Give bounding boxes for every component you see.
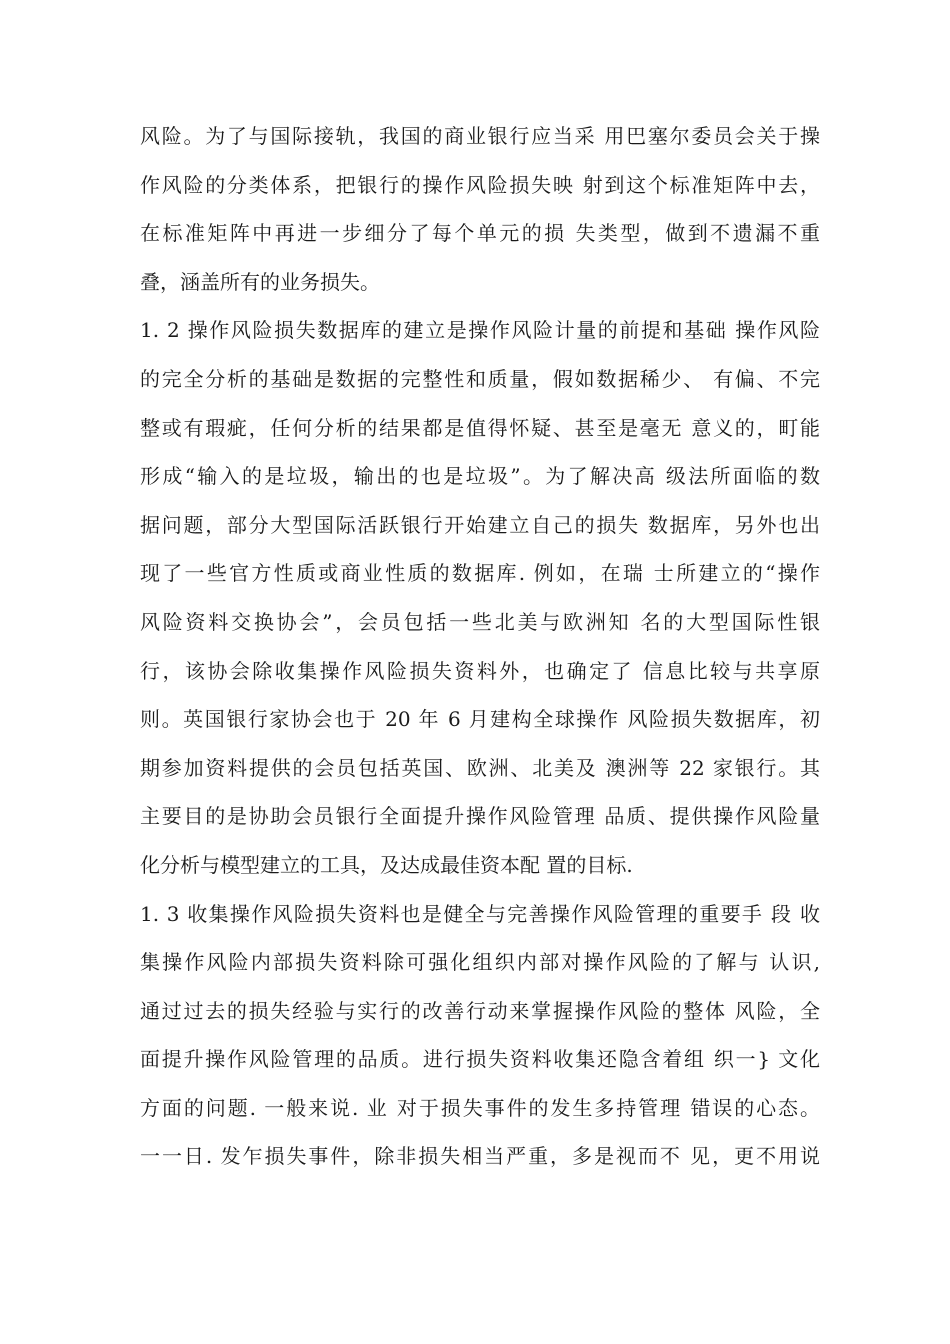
- section-heading-line: 1. 3 收集操作风险损失资料也是健全与完善操作风险管理的重要手 段 收: [140, 901, 820, 926]
- text-line: 一一日. 发乍损失事件，除非损失相当严重，多是视而不 见，更不用说: [140, 1144, 820, 1169]
- text-line: 风险。为了与国际接轨，我国的商业银行应当采 用巴塞尔委员会关于操: [140, 124, 820, 148]
- text-line: 主要目的是协助会员银行全面提升操作风险管理 品质、提供操作风险量: [140, 804, 820, 829]
- text-line: 现了一些官方性质或商业性质的数据库. 例如，在瑞 士所建立的“操作: [140, 561, 820, 586]
- text-line: 行，该协会除收集操作风险损失资料外，也确定了 信息比较与共享原: [140, 658, 820, 683]
- text-line: 的完全分析的基础是数据的完整性和质量，假如数据稀少、 有偏、不完: [140, 366, 820, 391]
- text-line: 风险资料交换协会”，会员包括一些北美与欧洲知 名的大型国际性银: [140, 609, 820, 634]
- text-line: 期参加资料提供的会员包括英国、欧洲、北美及 澳洲等 22 家银行。其: [140, 755, 820, 780]
- text-line: 化分析与模型建立的工具，及达成最佳资本配 置的目标.: [140, 852, 633, 877]
- text-line: 则。英国银行家协会也于 20 年 6 月建构全球操作 风险损失数据库，初: [140, 707, 820, 732]
- text-line: 据问题，部分大型国际活跃银行开始建立自己的损失 数据库，另外也出: [140, 512, 820, 537]
- text-line: 方面的问题. 一般来说. 业 对于损失事件的发生多持管理 错误的心态。: [140, 1095, 820, 1120]
- text-line: 叠，涵盖所有的业务损失。: [140, 269, 380, 294]
- body-text: [140, 112, 820, 1181]
- text-line: 形成“输入的是垃圾，输出的也是垃圾”。为了解决高 级法所面临的数: [140, 464, 820, 489]
- text-line: 在标准矩阵中再进一步细分了每个单元的损 失类型，做到不遗漏不重: [140, 221, 820, 246]
- text-line: 整或有瑕疵，任何分析的结果都是值得怀疑、甚至是毫无 意义的，町能: [140, 415, 820, 440]
- text-line: 面提升操作风险管理的品质。进行损失资料收集还隐含着组 织一} 文化: [140, 1047, 820, 1072]
- text-line: 作风险的分类体系，把银行的操作风险损失映 射到这个标准矩阵中去，: [140, 172, 820, 197]
- text-line: 集操作风险内部损失资料除可强化组织内部对操作风险的了解与 认识,: [140, 950, 820, 975]
- text-line: 通过过去的损失经验与实行的改善行动来掌握操作风险的整体 风险，全: [140, 998, 820, 1023]
- section-heading-line: 1. 2 操作风险损失数据库的建立是操作风险计量的前提和基础 操作风险: [140, 318, 820, 343]
